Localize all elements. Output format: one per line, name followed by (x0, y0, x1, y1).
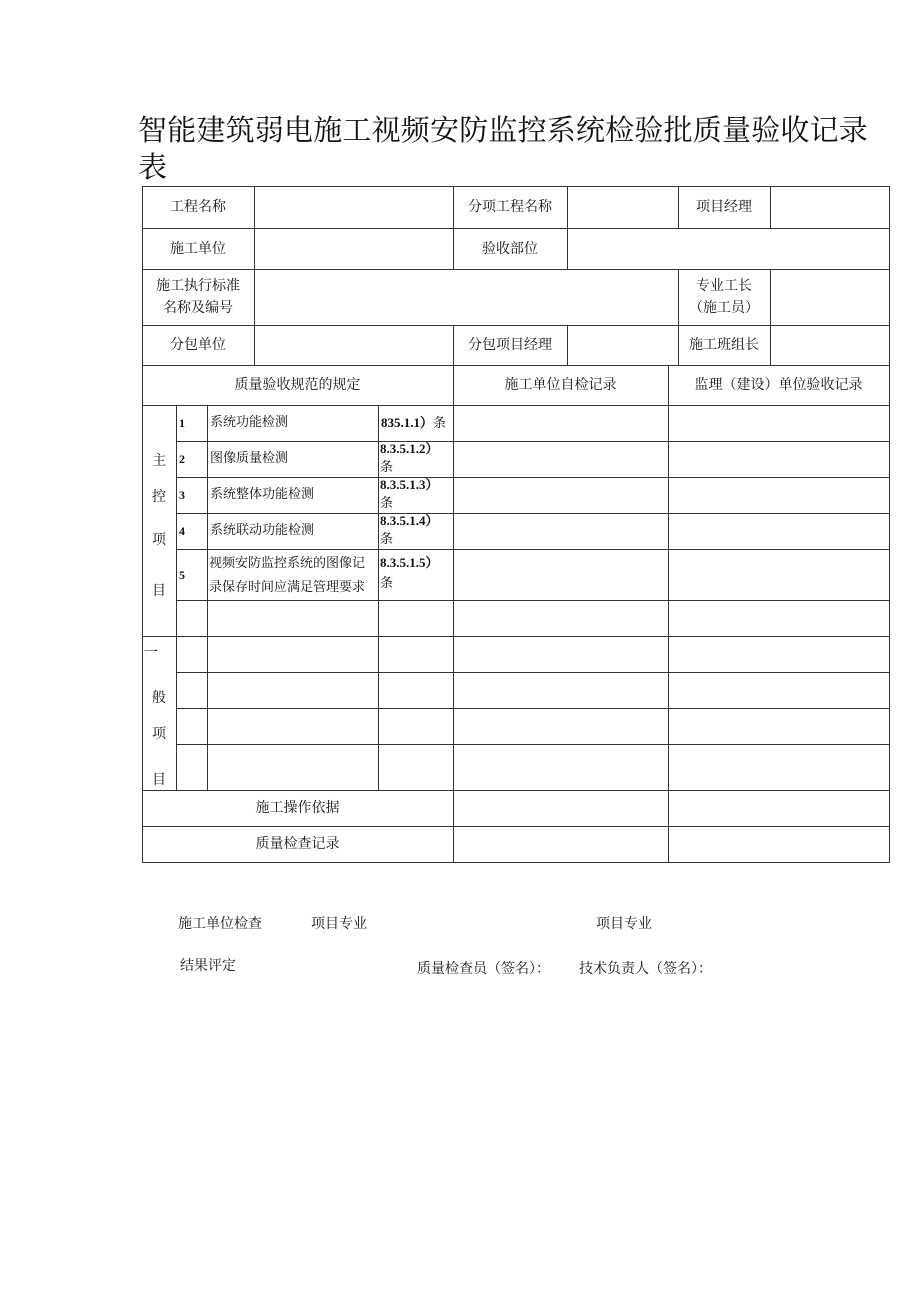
main-items-label-3: 项 (152, 532, 166, 548)
project-manager-value[interactable] (771, 186, 889, 228)
main-item-name-line1: 视频安防监控系统的图像记 (209, 556, 366, 571)
clause-suffix: 条 (380, 495, 394, 510)
main-item-no: 3 (179, 488, 185, 502)
project-name-label: 工程名称 (170, 199, 226, 215)
clause-number: 8.3.5.1.2） (380, 441, 439, 456)
standard-label-line2: 名称及编号 (163, 300, 233, 316)
main-item-clause (380, 513, 452, 549)
standard-value[interactable] (255, 269, 678, 325)
clause-number: 8.3.5.1.4） (380, 513, 439, 528)
evaluation-label-line2: 结果评定 (180, 958, 236, 974)
main-item-clause (380, 441, 452, 477)
main-item-clause (380, 555, 452, 595)
main-item-no: 5 (179, 567, 185, 582)
sub-project-label: 分项工程名称 (468, 199, 552, 215)
acceptance-part-value[interactable] (568, 228, 889, 269)
spec-column-header: 质量验收规范的规定 (234, 377, 361, 393)
main-item-no: 1 (179, 416, 185, 430)
evaluation-label-line1: 施工单位检查 (178, 916, 262, 932)
main-items-label-2: 控 (152, 489, 166, 505)
quality-record-label: 质量检查记录 (255, 836, 340, 852)
main-item-name: 系统联动功能检测 (210, 523, 315, 538)
standard-label (142, 269, 254, 325)
main-item-clause (380, 477, 452, 513)
page-title: 智能建筑弱电施工视频安防监控系统检验批质量验收记录表 (138, 113, 869, 184)
sub-project-value[interactable] (568, 186, 678, 228)
main-items-label-1: 主 (152, 453, 166, 469)
project-name-value[interactable] (255, 186, 453, 228)
clause-number: 8.3.5.1.5） (380, 555, 439, 570)
subcontract-unit-label: 分包单位 (170, 337, 226, 353)
main-item-name: 图像质量检测 (210, 451, 289, 466)
project-professional-1: 项目专业 (311, 916, 367, 932)
clause-number: 8.3.5.1.3） (380, 477, 439, 492)
clause-suffix: 条 (380, 531, 394, 546)
main-item-no: 2 (179, 452, 185, 466)
main-items-label-4: 目 (152, 583, 166, 599)
team-leader-value[interactable] (771, 325, 889, 365)
operation-basis-label: 施工操作依据 (255, 800, 340, 816)
main-item-name-line2: 录保存时间应满足管理要求 (209, 580, 366, 595)
construction-unit-label: 施工单位 (170, 240, 226, 257)
main-item-no: 4 (179, 524, 185, 538)
clause-number: 835.1.1） (381, 415, 434, 430)
subcontract-unit-value[interactable] (255, 325, 453, 365)
clause-suffix: 条 (380, 459, 394, 474)
main-item-name: 系统整体功能检测 (210, 487, 315, 502)
subcontract-manager-label: 分包项目经理 (468, 337, 552, 353)
tech-lead-signature: 技术负责人（签名）： (579, 961, 712, 977)
subcontract-manager-value[interactable] (568, 325, 678, 365)
foreman-label-line2: （施工员） (689, 300, 759, 316)
acceptance-part-label: 验收部位 (482, 240, 538, 257)
clause-suffix: 条 (433, 415, 447, 430)
foreman-label-line1: 专业工长 (696, 278, 752, 294)
clause-suffix: 条 (380, 575, 394, 590)
main-item-clause (379, 405, 453, 441)
general-items-label-4: 目 (152, 772, 166, 788)
general-items-label-1: 一 (144, 645, 158, 661)
project-professional-2: 项目专业 (596, 916, 652, 932)
main-item-name: 系统功能检测 (210, 415, 289, 430)
standard-label-line1: 施工执行标准 (156, 278, 240, 294)
quality-inspector-signature: 质量检查员（签名）： (417, 961, 550, 977)
main-item-name (209, 552, 379, 598)
construction-unit-value[interactable] (255, 228, 453, 269)
team-leader-label: 施工班组长 (689, 337, 759, 353)
general-items-label-2: 般 (152, 690, 166, 706)
self-check-column-header: 施工单位自检记录 (504, 377, 617, 393)
general-items-label-3: 项 (152, 726, 166, 742)
foreman-value[interactable] (771, 269, 889, 325)
foreman-label (678, 269, 770, 325)
supervision-column-header: 监理（建设）单位验收记录 (694, 377, 863, 393)
project-manager-label: 项目经理 (696, 199, 752, 215)
